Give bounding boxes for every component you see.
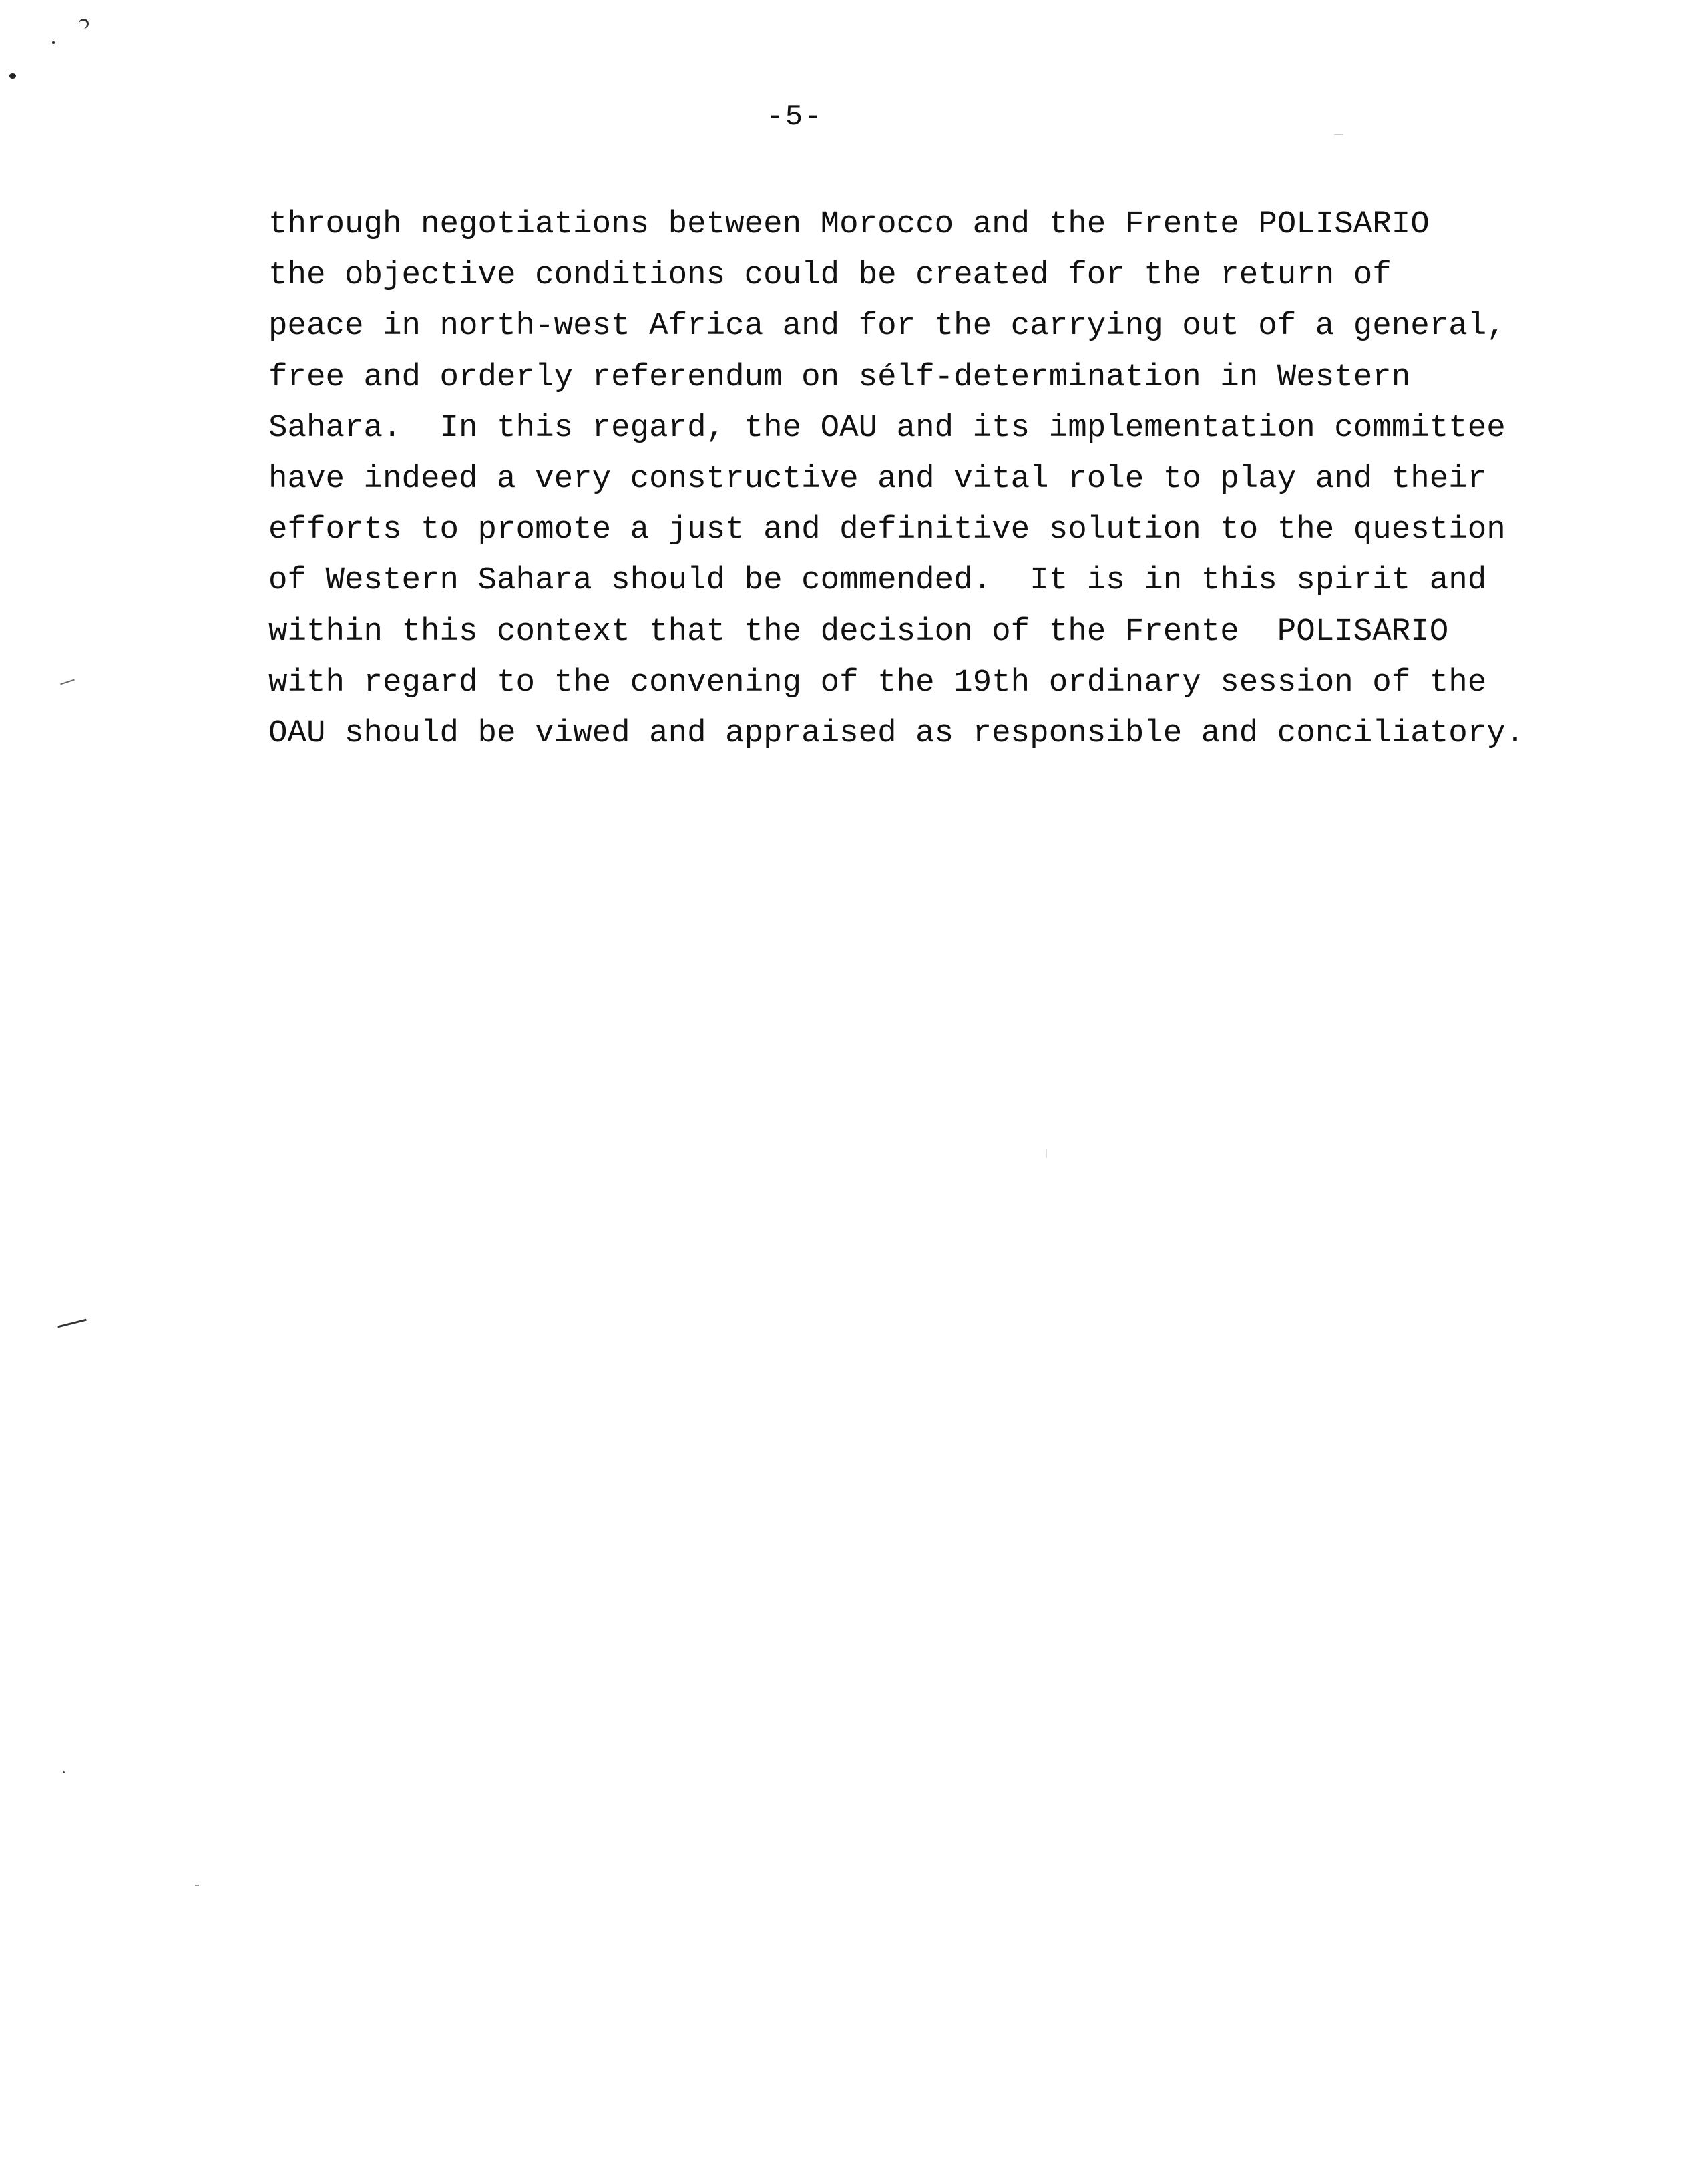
paragraph-line: the objective conditions could be created for the return of bbox=[268, 257, 1392, 294]
paragraph-line: within this context that the decision of the Frente POLISARIO bbox=[268, 613, 1449, 650]
scan-speck bbox=[52, 41, 55, 44]
scan-speck bbox=[1334, 134, 1343, 135]
paragraph-line: peace in north-west Africa and for the carrying out of a general, bbox=[268, 308, 1506, 345]
scan-speck bbox=[9, 73, 16, 79]
paragraph-line: free and orderly referendum on sélf-determination in Western bbox=[268, 359, 1411, 395]
scan-speck bbox=[195, 1885, 199, 1886]
scan-speck bbox=[1046, 1149, 1047, 1158]
scan-speck bbox=[57, 1319, 86, 1328]
page-number: -5- bbox=[766, 100, 823, 134]
paragraph-line: OAU should be viwed and appraised as responsible and conciliatory. bbox=[268, 715, 1525, 752]
scan-speck bbox=[60, 679, 75, 685]
paragraph-line: have indeed a very constructive and vital role to play and their bbox=[268, 461, 1487, 498]
scan-speck bbox=[63, 1771, 65, 1773]
paragraph-line: through negotiations between Morocco and the Frente POLISARIO bbox=[268, 206, 1430, 242]
scan-speck bbox=[79, 19, 89, 29]
paragraph-line: with regard to the convening of the 19th ordinary session of the bbox=[268, 664, 1487, 701]
paragraph-line: efforts to promote a just and definitive solution to the question bbox=[268, 512, 1506, 548]
paragraph-line: Sahara. In this regard, the OAU and its implementation committee bbox=[268, 409, 1506, 446]
body-paragraph bbox=[268, 199, 1524, 759]
paragraph-line: of Western Sahara should be commended. It is in this spirit and bbox=[268, 562, 1487, 599]
